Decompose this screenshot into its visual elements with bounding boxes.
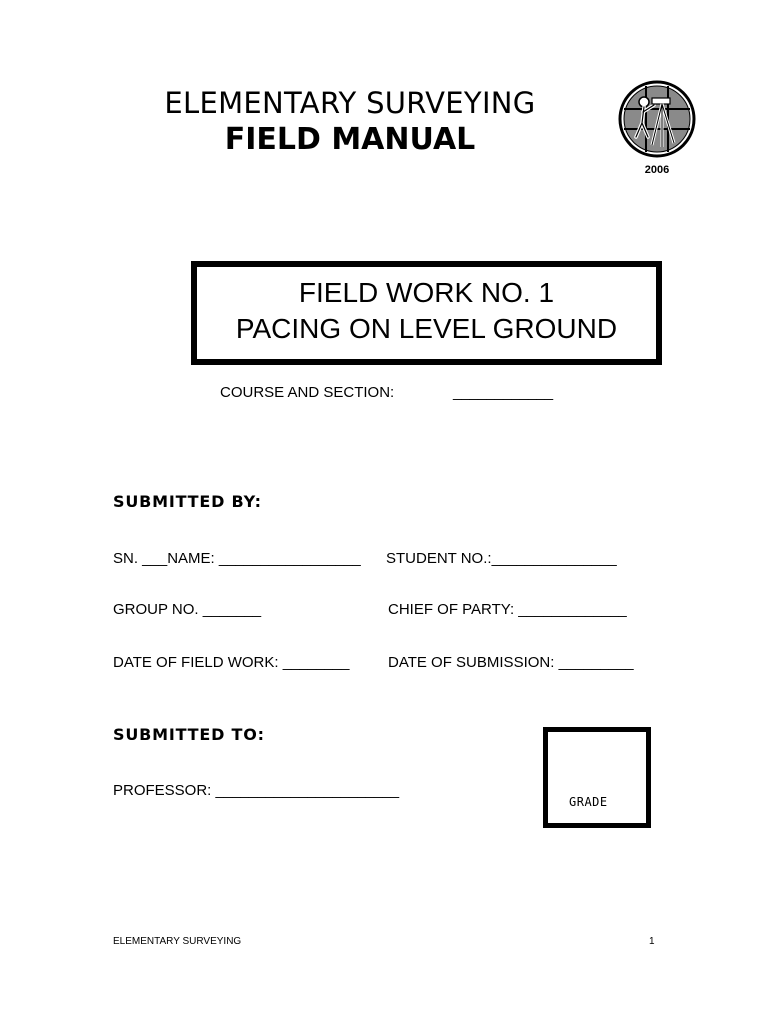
submitted-to-heading: SUBMITTED TO: (113, 725, 265, 744)
group-number-field[interactable]: GROUP NO. _______ (113, 601, 262, 618)
footer-title: ELEMENTARY SURVEYING (113, 936, 242, 947)
surveyor-logo-icon (618, 79, 696, 159)
date-of-field-work-field[interactable]: DATE OF FIELD WORK: ________ (113, 654, 350, 671)
fieldwork-topic: PACING ON LEVEL GROUND (235, 313, 618, 344)
year-label: 2006 (644, 164, 670, 176)
professor-field[interactable]: PROFESSOR: ______________________ (113, 782, 400, 799)
course-section-label: COURSE AND SECTION: (220, 384, 395, 401)
manual-title: ELEMENTARY SURVEYING (164, 86, 536, 120)
submitted-by-heading: SUBMITTED BY: (113, 492, 262, 511)
student-number-field[interactable]: STUDENT NO.:_______________ (386, 550, 617, 567)
sn-name-field[interactable]: SN. ___NAME: _________________ (113, 550, 361, 567)
grade-label: GRADE (569, 795, 608, 809)
fieldwork-title-box (191, 261, 662, 365)
fieldwork-number: FIELD WORK NO. 1 (298, 277, 555, 308)
grade-box[interactable] (543, 727, 651, 828)
page-number: 1 (649, 936, 655, 947)
chief-of-party-field[interactable]: CHIEF OF PARTY: _____________ (388, 601, 627, 618)
manual-subtitle: FIELD MANUAL (224, 122, 476, 157)
date-of-submission-field[interactable]: DATE OF SUBMISSION: _________ (388, 654, 634, 671)
course-section-field[interactable]: ____________ (453, 384, 554, 401)
